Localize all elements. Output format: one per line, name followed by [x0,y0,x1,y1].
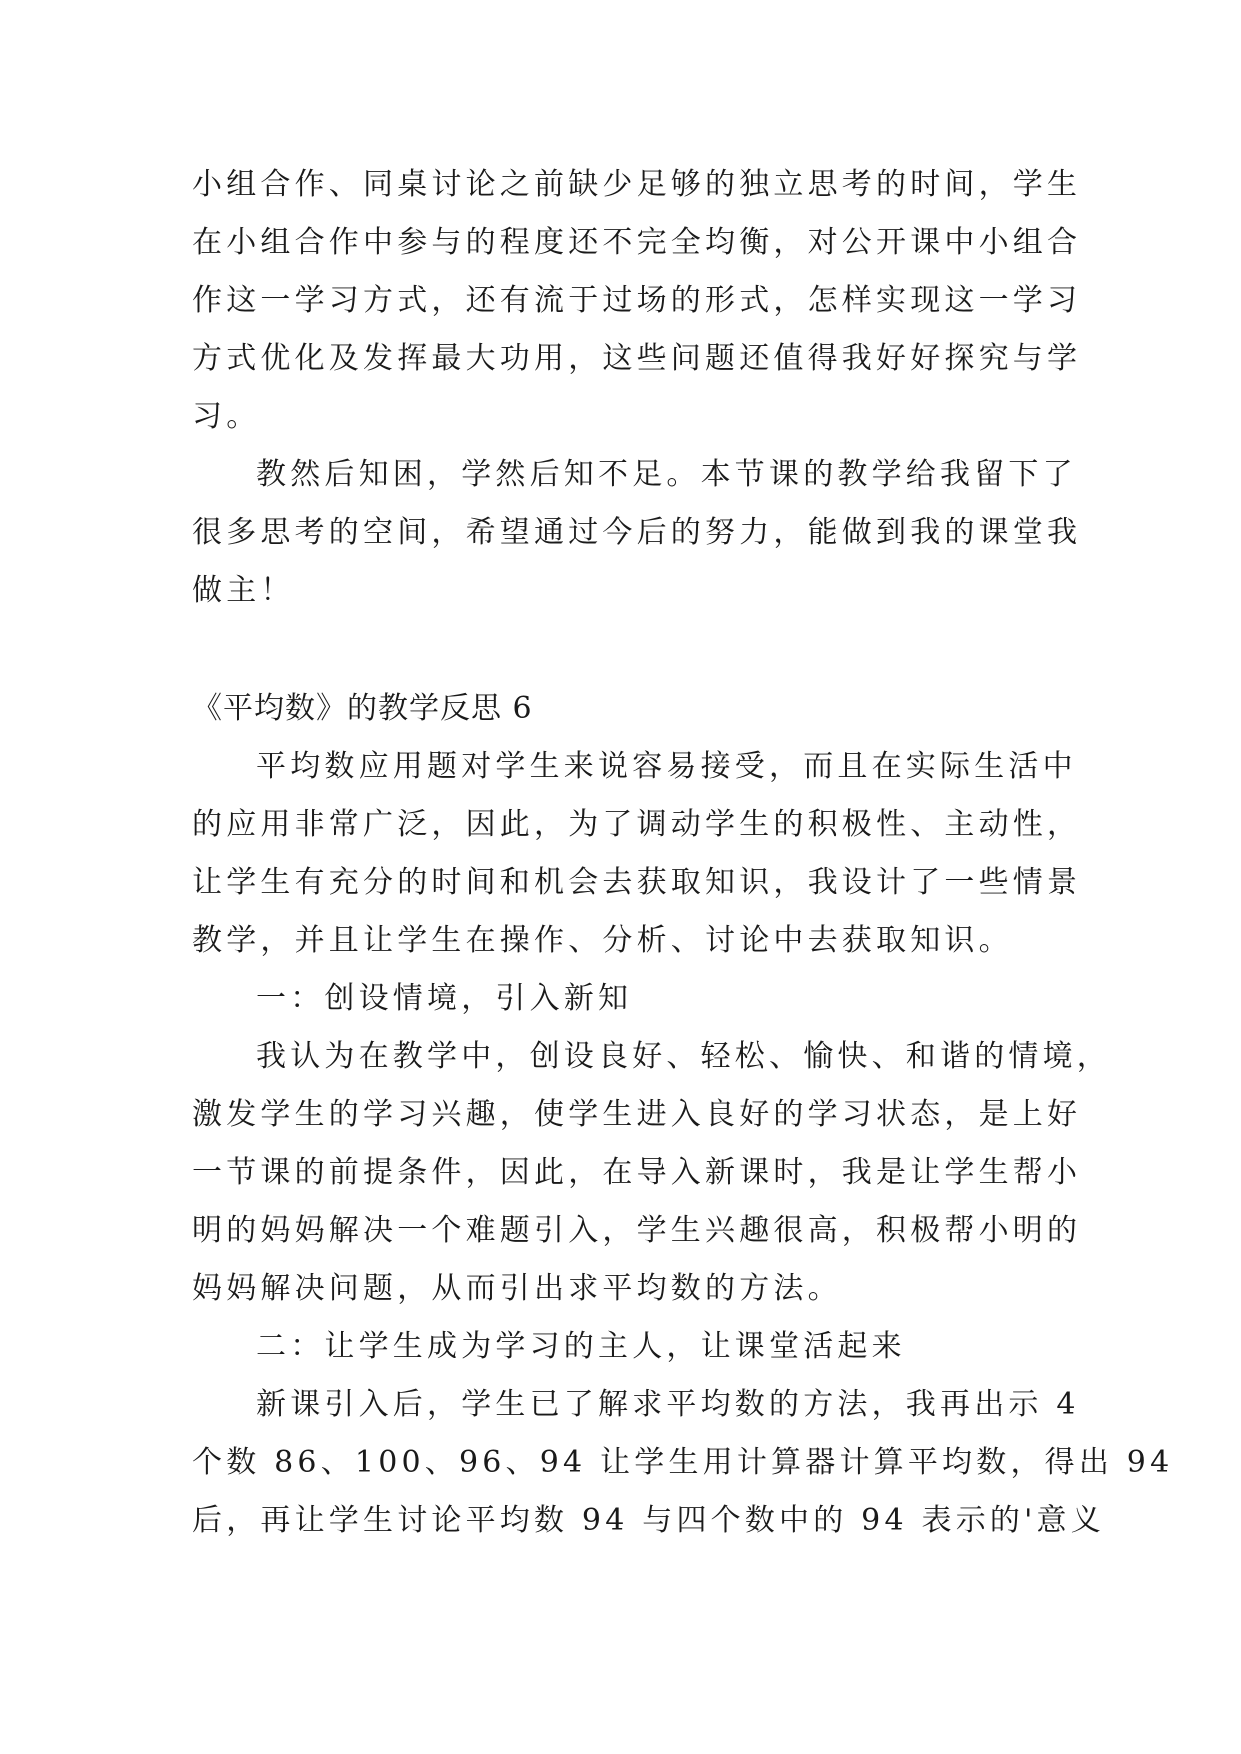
subsection-heading: 二：让学生成为学习的主人，让课堂活起来 [256,1329,906,1364]
paragraph-line: 在小组合作中参与的程度还不完全均衡，对公开课中小组合 [192,225,1082,260]
paragraph-line: 明的妈妈解决一个难题引入，学生兴趣很高，积极帮小明的 [192,1213,1082,1248]
subsection-heading: 一：创设情境，引入新知 [256,981,633,1016]
paragraph-line: 平均数应用题对学生来说容易接受，而且在实际生活中 [256,749,1077,784]
paragraph-line: 作这一学习方式，还有流于过场的形式，怎样实现这一学习 [192,283,1082,318]
paragraph-line: 我认为在教学中，创设良好、轻松、愉快、和谐的情境， [256,1039,1111,1074]
paragraph-line: 一节课的前提条件，因此，在导入新课时，我是让学生帮小 [192,1155,1082,1190]
paragraph-line: 让学生有充分的时间和机会去获取知识，我设计了一些情景 [192,865,1082,900]
paragraph-line: 教学，并且让学生在操作、分析、讨论中去获取知识。 [192,923,1013,958]
paragraph-line: 习。 [192,399,261,434]
paragraph-line: 方式优化及发挥最大功用，这些问题还值得我好好探究与学 [192,341,1082,376]
paragraph-line: 的应用非常广泛，因此，为了调动学生的积极性、主动性， [192,807,1082,842]
paragraph-line: 教然后知困，学然后知不足。本节课的教学给我留下了 [256,457,1077,492]
section-heading: 《平均数》的教学反思 6 [192,691,533,726]
paragraph-line: 新课引入后，学生已了解求平均数的方法，我再出示 4 [256,1387,1080,1422]
paragraph-line: 个数 86、100、96、94 让学生用计算器计算平均数，得出 94 [192,1445,1174,1480]
paragraph-line: 激发学生的学习兴趣，使学生进入良好的学习状态，是上好 [192,1097,1082,1132]
paragraph-line: 小组合作、同桌讨论之前缺少足够的独立思考的时间，学生 [192,167,1082,202]
paragraph-line: 妈妈解决问题，从而引出求平均数的方法。 [192,1271,842,1306]
paragraph-line: 做主！ [192,573,295,608]
paragraph-line: 后，再让学生讨论平均数 94 与四个数中的 94 表示的'意义 [192,1503,1105,1538]
paragraph-line: 很多思考的空间，希望通过今后的努力，能做到我的课堂我 [192,515,1082,550]
